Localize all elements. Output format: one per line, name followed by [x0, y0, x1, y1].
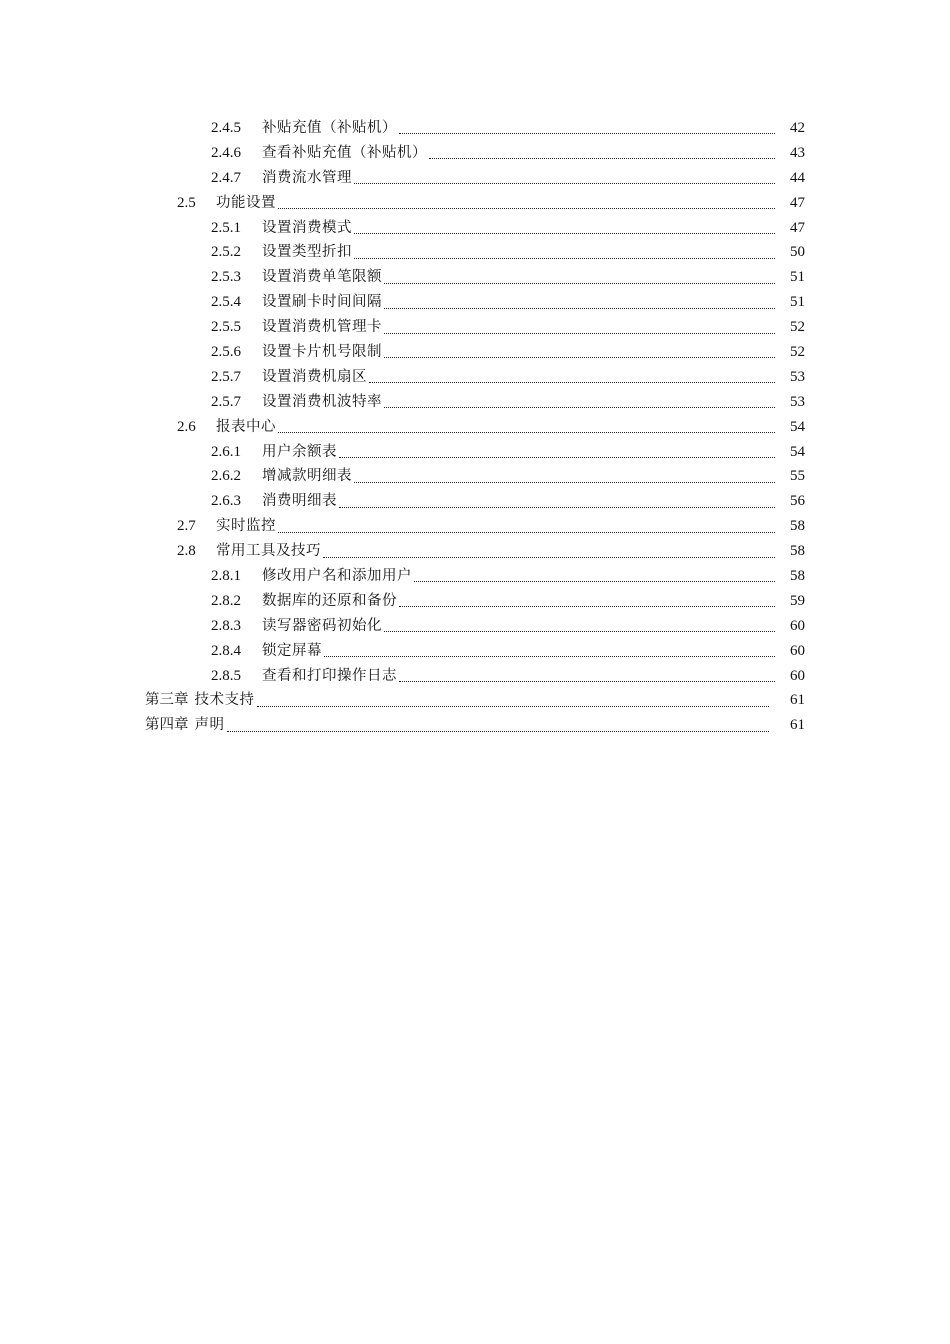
toc-entry-2-5-7-sector[interactable]	[0, 365, 950, 390]
toc-entry-page: 42	[790, 120, 805, 136]
dot-leader	[414, 580, 775, 582]
toc-entry-page: 55	[790, 468, 805, 485]
toc-entry-title: 设置刷卡时间间隔	[262, 294, 382, 311]
toc-entry-title: 查看和打印操作日志	[262, 667, 397, 684]
dot-leader	[384, 356, 775, 358]
toc-entry-page: 47	[790, 219, 805, 236]
toc-entry-number: 第四章	[145, 717, 189, 734]
toc-entry-number: 2.6.3	[211, 493, 241, 510]
toc-entry-page: 52	[790, 319, 805, 336]
toc-entry-number: 2.6.2	[211, 468, 241, 485]
toc-entry-page: 51	[790, 294, 805, 311]
toc-entry-2-8-2[interactable]	[0, 589, 950, 614]
toc-entry-number: 2.8.2	[211, 592, 241, 609]
toc-entry-number: 2.8.5	[211, 667, 241, 684]
toc-entry-number: 2.4.5	[211, 120, 241, 136]
toc-entry-title: 报表中心	[216, 418, 276, 435]
dot-leader	[278, 531, 775, 533]
toc-entry-title: 声明	[194, 717, 225, 734]
toc-entry-page: 54	[790, 443, 805, 460]
toc-entry-title: 数据库的还原和备份	[262, 592, 397, 609]
dot-leader	[354, 257, 775, 259]
toc-entry-2-5[interactable]	[0, 191, 950, 216]
dot-leader	[339, 506, 775, 508]
toc-entry-2-5-3[interactable]	[0, 265, 950, 290]
toc-entry-2-5-2[interactable]	[0, 240, 950, 265]
toc-entry-number: 2.6	[177, 418, 196, 435]
toc-entry-chapter-4[interactable]	[0, 713, 950, 738]
toc-entry-2-6[interactable]	[0, 415, 950, 440]
dot-leader	[399, 680, 775, 682]
toc-entry-title: 设置卡片机号限制	[262, 344, 382, 361]
toc-entry-page: 47	[790, 194, 805, 211]
toc-entry-number: 2.5.5	[211, 319, 241, 336]
toc-entry-title: 增减款明细表	[262, 468, 352, 485]
toc-entry-page: 44	[790, 169, 805, 186]
dot-leader	[399, 132, 775, 134]
toc-entry-page: 52	[790, 344, 805, 361]
dot-leader	[399, 605, 775, 607]
dot-leader	[354, 182, 775, 184]
dot-leader	[323, 556, 775, 558]
toc-entry-number: 第三章	[145, 692, 189, 709]
toc-entry-title: 设置消费机波特率	[262, 393, 382, 410]
toc-entry-title: 锁定屏幕	[262, 642, 322, 659]
toc-entry-page: 56	[790, 493, 805, 510]
dot-leader	[278, 431, 775, 433]
toc-entry-page: 61	[790, 717, 805, 734]
toc-entry-page: 53	[790, 368, 805, 385]
toc-entry-title: 修改用户名和添加用户	[262, 568, 412, 585]
toc-entry-page: 60	[790, 617, 805, 634]
toc-entry-number: 2.4.7	[211, 169, 241, 186]
dot-leader	[354, 481, 775, 483]
toc-entry-2-6-3[interactable]	[0, 489, 950, 514]
dot-leader	[339, 456, 775, 458]
toc-entry-title: 设置消费模式	[262, 219, 352, 236]
toc-entry-number: 2.7	[177, 518, 196, 535]
toc-entry-2-6-1[interactable]	[0, 440, 950, 465]
toc-entry-number: 2.8	[177, 543, 196, 560]
toc-entry-2-5-5[interactable]	[0, 315, 950, 340]
toc-entry-number: 2.5.4	[211, 294, 241, 311]
toc-entry-number: 2.5	[177, 194, 196, 211]
toc-entry-number: 2.5.3	[211, 269, 241, 286]
toc-entry-title: 常用工具及技巧	[216, 543, 321, 560]
toc-entry-2-4-5[interactable]	[0, 116, 950, 141]
toc-entry-2-7[interactable]	[0, 514, 950, 539]
toc-entry-title: 设置消费机管理卡	[262, 319, 382, 336]
toc-entry-page: 58	[790, 518, 805, 535]
dot-leader	[384, 282, 775, 284]
dot-leader	[429, 157, 775, 159]
toc-entry-2-5-4[interactable]	[0, 290, 950, 315]
toc-entry-number: 2.5.7	[211, 393, 241, 410]
toc-entry-title: 查看补贴充值（补贴机）	[262, 144, 427, 161]
toc-entry-page: 51	[790, 269, 805, 286]
dot-leader	[278, 207, 775, 209]
toc-entry-title: 设置消费机扇区	[262, 368, 367, 385]
toc-entry-2-5-7-baud[interactable]	[0, 390, 950, 415]
toc-entry-number: 2.5.6	[211, 344, 241, 361]
toc-entry-page: 58	[790, 568, 805, 585]
dot-leader	[324, 655, 775, 657]
toc-entry-2-6-2[interactable]	[0, 464, 950, 489]
toc-entry-page: 59	[790, 592, 805, 609]
toc-entry-number: 2.5.2	[211, 244, 241, 261]
toc-entry-title: 消费明细表	[262, 493, 337, 510]
dot-leader	[384, 307, 775, 309]
toc-entry-number: 2.8.1	[211, 568, 241, 585]
toc-entry-page: 54	[790, 418, 805, 435]
toc-entry-2-5-1[interactable]	[0, 216, 950, 241]
toc-entry-number: 2.5.7	[211, 368, 241, 385]
toc-entry-chapter-3[interactable]	[0, 688, 950, 713]
toc-entry-title: 设置消费单笔限额	[262, 269, 382, 286]
toc-entry-page: 60	[790, 642, 805, 659]
toc-entry-page: 43	[790, 144, 805, 161]
toc-entry-number: 2.8.4	[211, 642, 241, 659]
toc-entry-2-5-6[interactable]	[0, 340, 950, 365]
toc-entry-2-8-3[interactable]	[0, 614, 950, 639]
dot-leader	[257, 705, 770, 707]
toc-entry-title: 技术支持	[194, 692, 255, 709]
table-of-contents	[0, 116, 950, 738]
toc-entry-number: 2.5.1	[211, 219, 241, 236]
toc-entry-2-8-1[interactable]	[0, 564, 950, 589]
toc-entry-page: 61	[790, 692, 805, 709]
toc-entry-2-8-4[interactable]	[0, 639, 950, 664]
toc-entry-title: 读写器密码初始化	[262, 617, 382, 634]
dot-leader	[384, 406, 775, 408]
dot-leader	[354, 232, 775, 234]
toc-entry-title: 功能设置	[216, 194, 276, 211]
toc-entry-page: 60	[790, 667, 805, 684]
toc-entry-page: 58	[790, 543, 805, 560]
toc-entry-number: 2.6.1	[211, 443, 241, 460]
dot-leader	[384, 332, 775, 334]
toc-entry-title: 实时监控	[216, 518, 276, 535]
toc-entry-title: 设置类型折扣	[262, 244, 352, 261]
toc-entry-number: 2.8.3	[211, 617, 241, 634]
dot-leader	[384, 630, 775, 632]
toc-entry-title: 补贴充值（补贴机）	[262, 120, 397, 136]
toc-entry-title: 用户余额表	[262, 443, 337, 460]
toc-entry-page: 53	[790, 393, 805, 410]
dot-leader	[227, 730, 770, 732]
toc-entry-2-8-5[interactable]	[0, 664, 950, 689]
toc-entry-2-4-6[interactable]	[0, 141, 950, 166]
toc-entry-title: 消费流水管理	[262, 169, 352, 186]
toc-entry-page: 50	[790, 244, 805, 261]
toc-entry-2-8[interactable]	[0, 539, 950, 564]
toc-entry-number: 2.4.6	[211, 144, 241, 161]
toc-entry-2-4-7[interactable]	[0, 166, 950, 191]
dot-leader	[369, 381, 775, 383]
